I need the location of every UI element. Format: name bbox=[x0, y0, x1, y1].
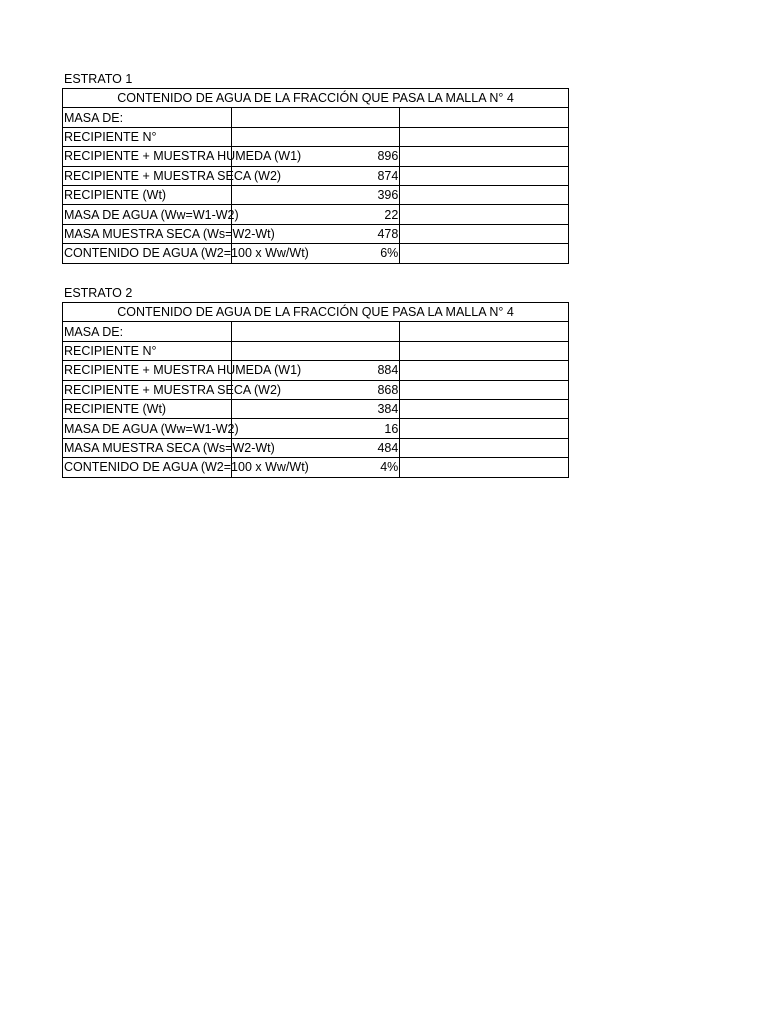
table-row bbox=[63, 438, 569, 457]
row-label: MASA DE AGUA (Ww=W1-W2) bbox=[63, 419, 232, 438]
empty-cell bbox=[400, 341, 569, 360]
row-label: RECIPIENTE + MUESTRA HUMEDA (W1) bbox=[63, 361, 232, 380]
table-row bbox=[63, 224, 569, 243]
row-value: 16 bbox=[231, 419, 400, 438]
row-value: 896 bbox=[231, 147, 400, 166]
empty-cell bbox=[400, 108, 569, 127]
row-label: MASA MUESTRA SECA (Ws=W2-Wt) bbox=[63, 224, 232, 243]
row-label: MASA DE: bbox=[63, 322, 232, 341]
empty-cell bbox=[400, 224, 569, 243]
empty-cell bbox=[400, 127, 569, 146]
table-header: CONTENIDO DE AGUA DE LA FRACCIÓN QUE PASA LA MALLA N° 4 bbox=[63, 303, 569, 322]
row-label: RECIPIENTE + MUESTRA SECA (W2) bbox=[63, 166, 232, 185]
row-value: 884 bbox=[231, 361, 400, 380]
row-value: 384 bbox=[231, 399, 400, 418]
row-value: 396 bbox=[231, 185, 400, 204]
row-value: 868 bbox=[231, 380, 400, 399]
empty-cell bbox=[400, 361, 569, 380]
water-content-table bbox=[62, 88, 569, 264]
row-label: RECIPIENTE (Wt) bbox=[63, 399, 232, 418]
table-row bbox=[63, 399, 569, 418]
empty-cell bbox=[400, 205, 569, 224]
table-header-row bbox=[63, 89, 569, 108]
table-row bbox=[63, 127, 569, 146]
empty-cell bbox=[400, 147, 569, 166]
empty-cell bbox=[400, 438, 569, 457]
row-value: 484 bbox=[231, 438, 400, 457]
table-header-row bbox=[63, 303, 569, 322]
row-label: MASA DE: bbox=[63, 108, 232, 127]
empty-cell bbox=[400, 166, 569, 185]
row-label: MASA MUESTRA SECA (Ws=W2-Wt) bbox=[63, 438, 232, 457]
empty-cell bbox=[400, 244, 569, 263]
row-value: 22 bbox=[231, 205, 400, 224]
row-label: CONTENIDO DE AGUA (W2=100 x Ww/Wt) bbox=[63, 458, 232, 477]
row-value: 6% bbox=[231, 244, 400, 263]
row-value bbox=[231, 108, 400, 127]
table-row bbox=[63, 361, 569, 380]
table-row bbox=[63, 322, 569, 341]
empty-cell bbox=[400, 399, 569, 418]
row-label: MASA DE AGUA (Ww=W1-W2) bbox=[63, 205, 232, 224]
estrato-2-section bbox=[62, 284, 569, 478]
row-label: CONTENIDO DE AGUA (W2=100 x Ww/Wt) bbox=[63, 244, 232, 263]
empty-cell bbox=[400, 322, 569, 341]
table-row bbox=[63, 185, 569, 204]
table-row bbox=[63, 458, 569, 477]
row-value bbox=[231, 341, 400, 360]
table-row bbox=[63, 380, 569, 399]
row-label: RECIPIENTE + MUESTRA SECA (W2) bbox=[63, 380, 232, 399]
table-row bbox=[63, 147, 569, 166]
table-row bbox=[63, 205, 569, 224]
table-row bbox=[63, 341, 569, 360]
section-title: ESTRATO 2 bbox=[64, 286, 133, 300]
row-label: RECIPIENTE N° bbox=[63, 127, 232, 146]
row-value bbox=[231, 322, 400, 341]
row-value: 478 bbox=[231, 224, 400, 243]
row-value bbox=[231, 127, 400, 146]
empty-cell bbox=[400, 380, 569, 399]
row-value: 4% bbox=[231, 458, 400, 477]
table-header: CONTENIDO DE AGUA DE LA FRACCIÓN QUE PASA LA MALLA N° 4 bbox=[63, 89, 569, 108]
section-title: ESTRATO 1 bbox=[64, 72, 133, 86]
table-row bbox=[63, 419, 569, 438]
row-label: RECIPIENTE + MUESTRA HUMEDA (W1) bbox=[63, 147, 232, 166]
water-content-table bbox=[62, 302, 569, 478]
table-row bbox=[63, 166, 569, 185]
row-label: RECIPIENTE N° bbox=[63, 341, 232, 360]
estrato-1-section bbox=[62, 70, 569, 264]
row-value: 874 bbox=[231, 166, 400, 185]
table-row bbox=[63, 244, 569, 263]
empty-cell bbox=[400, 185, 569, 204]
row-label: RECIPIENTE (Wt) bbox=[63, 185, 232, 204]
empty-cell bbox=[400, 419, 569, 438]
empty-cell bbox=[400, 458, 569, 477]
table-row bbox=[63, 108, 569, 127]
